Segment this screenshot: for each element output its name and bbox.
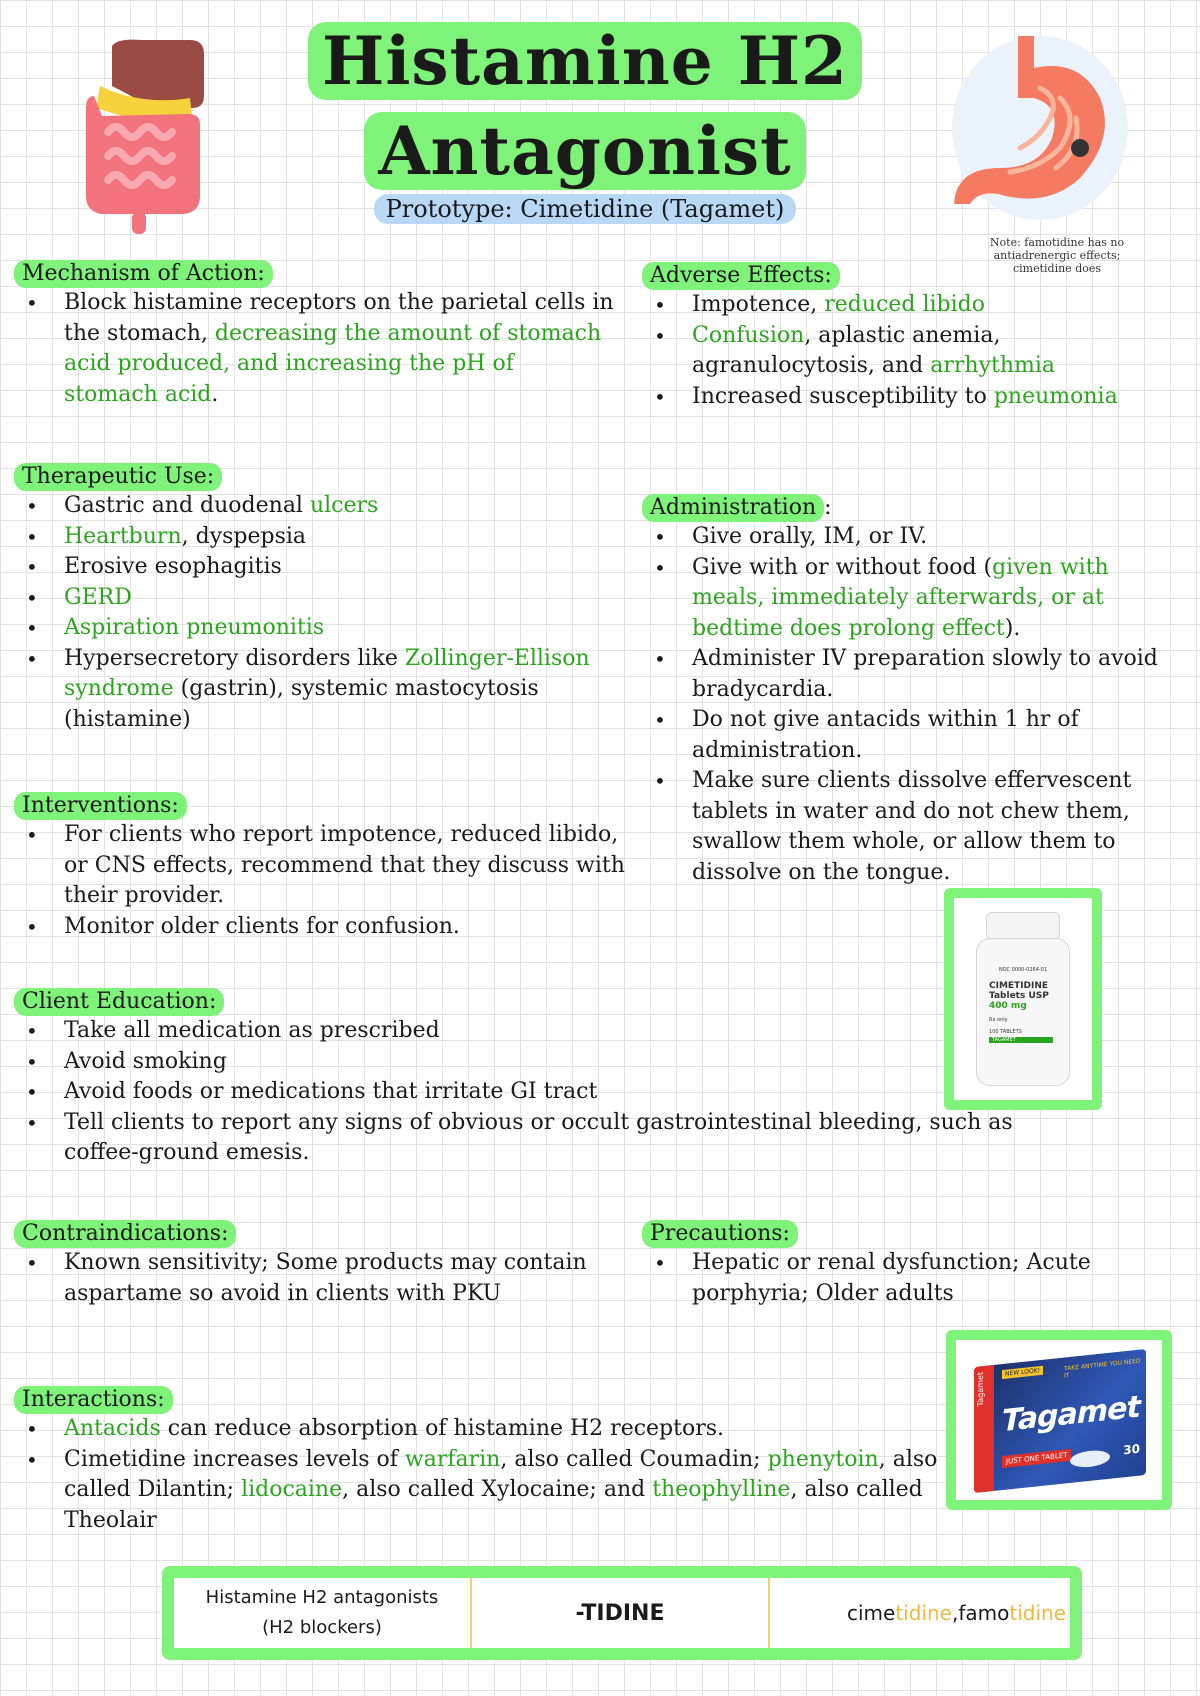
list-item: • Do not give antacids within 1 hr of administration. xyxy=(642,705,1172,766)
tagamet-box-photo xyxy=(946,1330,1172,1510)
list-item: • Confusion, aplastic anemia, agranulocytosis, and arrhythmia xyxy=(642,321,1142,382)
adverse-heading: Adverse Effects: xyxy=(642,262,840,290)
interventions-heading: Interventions: xyxy=(14,792,187,820)
list-item: • Give with or without food (given with meals, immediately afterwards, or at bedtime does prolong effect). xyxy=(642,553,1172,645)
list-item: • Hepatic or renal dysfunction; Acute porphyria; Older adults xyxy=(642,1248,1182,1309)
mechanism-section xyxy=(14,260,614,410)
tagamet-box: Tagamet NEW LOOK! TAKE ANYTIME YOU NEED IT Tagamet JUST ONE TABLET 30 xyxy=(974,1349,1146,1493)
interventions-section xyxy=(14,792,634,942)
interactions-heading: Interactions: xyxy=(14,1386,173,1414)
interactions-list xyxy=(14,1414,944,1536)
list-item: • Hypersecretory disorders like Zollinger-Ellison syndrome (gastrin), systemic mastocytosis (histamine) xyxy=(14,644,614,736)
contraindications-heading: Contraindications: xyxy=(14,1220,236,1248)
list-item: • GERD xyxy=(14,583,614,614)
precautions-section xyxy=(642,1220,1182,1309)
precautions-list xyxy=(642,1248,1182,1309)
administration-list xyxy=(642,522,1172,888)
administration-heading: Administration xyxy=(642,494,824,522)
contraindications-section xyxy=(14,1220,594,1309)
list-item: • Avoid foods or medications that irritate GI tract xyxy=(14,1077,1054,1108)
suffix-cell: -TIDINE xyxy=(470,1578,768,1648)
list-item: • Give orally, IM, or IV. xyxy=(642,522,1172,553)
interactions-section xyxy=(14,1386,944,1536)
administration-section: Administration : • Give orally, IM, or IV. • Give with or without food (given with meals, immediately afterwards, or at bedtime does prolong effect). • Administer IV preparation slowly to avoid bradycardia. • Do not give antacids within 1 hr of administration. • Make sure clients dissolve effervescent tablets in water and do not chew them, swallow them whole, or allow them to dissolve on the tongue. xyxy=(642,494,1172,888)
list-item: • Block histamine receptors on the parietal cells in the stomach, decreasing the amount of stomach acid produced, and increasing the pH of stomach acid. xyxy=(14,288,614,410)
list-item: • Aspiration pneumonitis xyxy=(14,613,614,644)
tablet-shape xyxy=(1070,1449,1110,1469)
education-heading: Client Education: xyxy=(14,988,224,1016)
list-item: • Gastric and duodenal ulcers xyxy=(14,491,614,522)
list-item: • Impotence, reduced libido xyxy=(642,290,1142,321)
prototype-label: Prototype: Cimetidine (Tagamet) xyxy=(374,194,797,224)
list-item: • Monitor older clients for confusion. xyxy=(14,912,634,943)
list-item: • For clients who report impotence, reduced libido, or CNS effects, recommend that they discuss with their provider. xyxy=(14,820,634,912)
drug-class-cell: Histamine H2 antagonists (H2 blockers) xyxy=(205,1587,439,1638)
page-title-line1: Histamine H2 xyxy=(308,22,862,100)
list-item: • Avoid smoking xyxy=(14,1047,1054,1078)
examples-cell: cime tidine , famo tidine xyxy=(768,1578,1070,1648)
famotidine-note: Note: famotidine has no antiadrenergic effects; cimetidine does xyxy=(989,236,1125,275)
mechanism-heading: Mechanism of Action: xyxy=(14,260,273,288)
adverse-section xyxy=(642,262,1142,412)
title-block xyxy=(280,22,890,224)
therapeutic-section xyxy=(14,463,614,735)
intestines-icon xyxy=(72,36,212,236)
mechanism-list xyxy=(14,288,614,410)
suffix-summary-table xyxy=(162,1566,1082,1660)
therapeutic-heading: Therapeutic Use: xyxy=(14,463,222,491)
list-item: • Cimetidine increases levels of warfarin, also called Coumadin; phenytoin, also called Dilantin; lidocaine, also called Xylocaine; and theophylline, also called Theolair xyxy=(14,1445,944,1537)
list-item: • Antacids can reduce absorption of histamine H2 receptors. xyxy=(14,1414,944,1445)
list-item: • Heartburn, dyspepsia xyxy=(14,522,614,553)
bottle-cap xyxy=(986,912,1060,940)
cimetidine-bottle-photo xyxy=(944,888,1102,1110)
precautions-heading: Precautions: xyxy=(642,1220,798,1248)
adverse-list xyxy=(642,290,1142,412)
interventions-list xyxy=(14,820,634,942)
list-item: • Take all medication as prescribed xyxy=(14,1016,1054,1047)
bottle-body: NDC 0000-0264-01 CIMETIDINE Tablets USP 400 mg Rx only 100 TABLETS TAGAMET xyxy=(976,938,1070,1086)
intestines-illustration xyxy=(72,36,212,236)
list-item: • Increased susceptibility to pneumonia xyxy=(642,382,1142,413)
list-item: • Erosive esophagitis xyxy=(14,552,614,583)
list-item: • Known sensitivity; Some products may contain aspartame so avoid in clients with PKU xyxy=(14,1248,594,1309)
education-section xyxy=(14,988,1054,1169)
list-item: • Administer IV preparation slowly to avoid bradycardia. xyxy=(642,644,1172,705)
therapeutic-list xyxy=(14,491,614,735)
list-item: • Make sure clients dissolve effervescent tablets in water and do not chew them, swallow them whole, or allow them to dissolve on the tongue. xyxy=(642,766,1172,888)
stomach-icon xyxy=(930,28,1130,228)
contraindications-list xyxy=(14,1248,594,1309)
list-item: • Tell clients to report any signs of obvious or occult gastrointestinal bleeding, such as coffee-ground emesis. xyxy=(14,1108,1034,1169)
education-list xyxy=(14,1016,1054,1169)
page-title-line2: Antagonist xyxy=(364,112,805,190)
stomach-illustration xyxy=(930,28,1130,228)
